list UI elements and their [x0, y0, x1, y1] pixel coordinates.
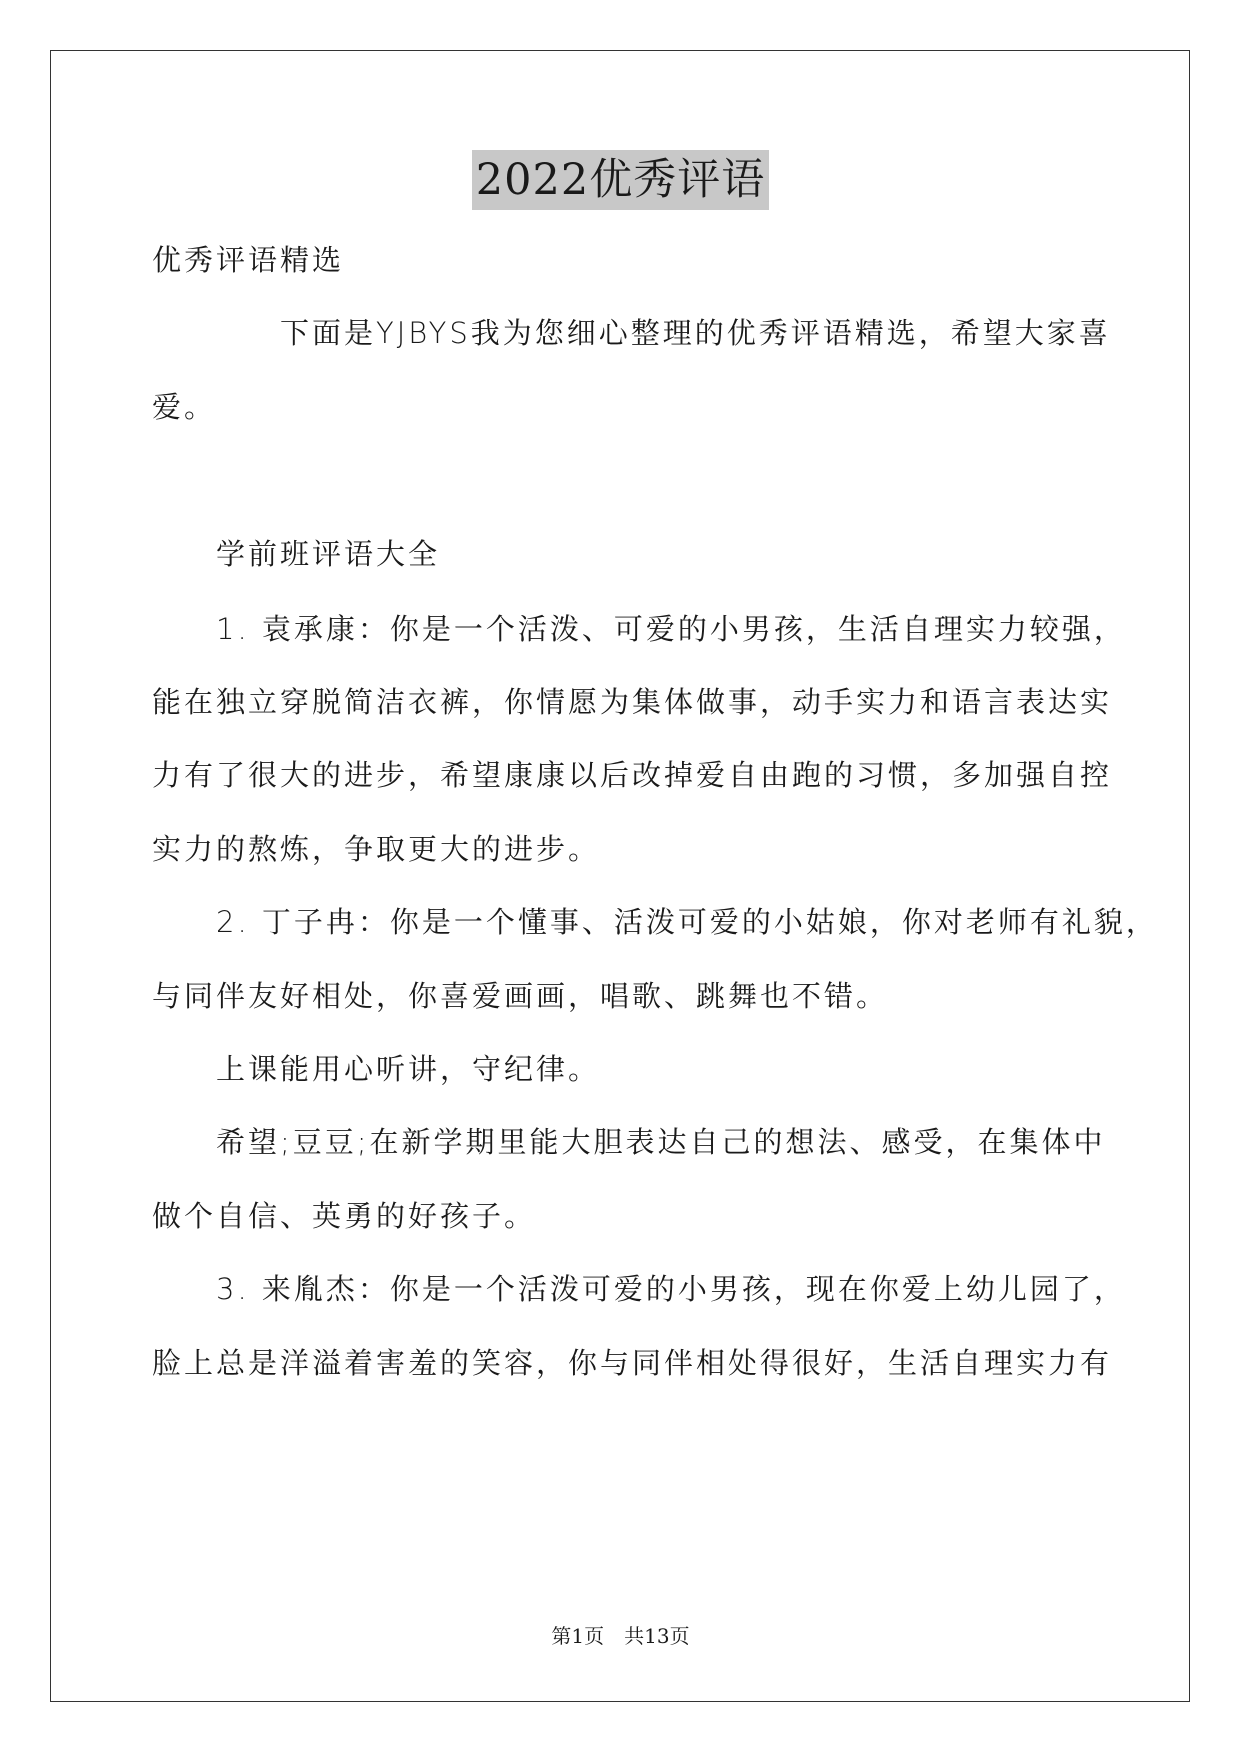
paragraph-line: 优秀评语精选	[152, 243, 345, 277]
paragraph-line: 3. 来胤杰：你是一个活泼可爱的小男孩，现在你爱上幼儿园了，	[152, 1272, 1126, 1306]
document-title: 2022优秀评语	[472, 150, 769, 210]
paragraph-line: 能在独立穿脱简洁衣裤，你情愿为集体做事，动手实力和语言表达实	[152, 685, 1113, 719]
page-border	[50, 50, 1190, 1702]
paragraph-line: 2. 丁子冉：你是一个懂事、活泼可爱的小姑娘，你对老师有礼貌，	[152, 905, 1158, 939]
paragraph-line: 做个自信、英勇的好孩子。	[152, 1199, 537, 1233]
paragraph-line: 实力的熬炼，争取更大的进步。	[152, 832, 601, 866]
paragraph-line: 上课能用心听讲，守纪律。	[152, 1052, 601, 1086]
section-heading: 学前班评语大全	[152, 537, 441, 571]
paragraph-line: 下面是YJBYS我为您细心整理的优秀评语精选，希望大家喜	[152, 316, 1111, 350]
page-footer: 第1页 共13页	[551, 1624, 690, 1648]
paragraph-line: 力有了很大的进步，希望康康以后改掉爱自由跑的习惯，多加强自控	[152, 758, 1113, 792]
paragraph-line: 爱。	[152, 390, 217, 424]
paragraph-line: 脸上总是洋溢着害羞的笑容，你与同伴相处得很好，生活自理实力有	[152, 1346, 1113, 1380]
paragraph-line: 1. 袁承康：你是一个活泼、可爱的小男孩，生活自理实力较强，	[152, 612, 1126, 646]
paragraph-line: 希望;豆豆;在新学期里能大胆表达自己的想法、感受，在集体中	[152, 1125, 1106, 1159]
paragraph-line: 与同伴友好相处，你喜爱画画，唱歌、跳舞也不错。	[152, 979, 889, 1013]
title-block	[0, 150, 1241, 210]
